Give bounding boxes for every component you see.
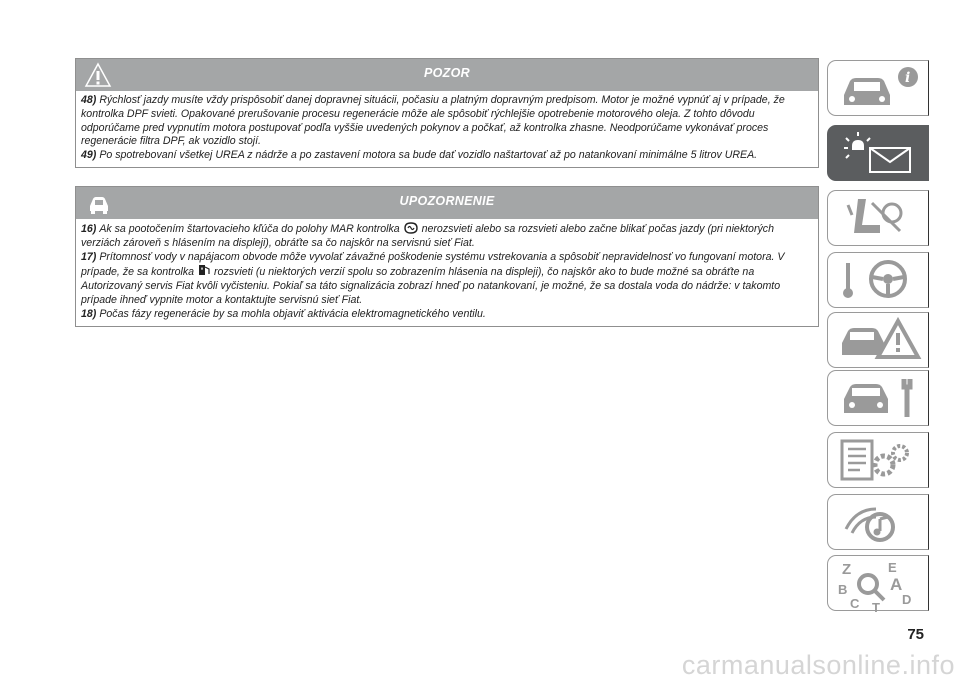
item-number: 49): [81, 149, 97, 162]
technical-data-gears-icon: [836, 437, 926, 483]
item-text: Rýchlosť jazdy musíte vždy prispôsobiť danej dopravnej situácii, počasiu a platným dopravným predpisom. Motor je možné vypnúť aj v prípade, že kontrolka DPF svieti. Opakované prerušovanie procesu regenerácie môže ale spôsobiť rýchlejšie opotrebenie motorového oleja. Z tohto dôvodu odporúčame pred vypnutím motora postupovať podľa vyššie uvedených pokynov a počkať, až kontrolka zhasne. Neodporúčame vykonávať proces regenerácie filtra DPF, ak vozidlo stojí.: [81, 94, 785, 148]
item-text: Ak sa pootočením štartovacieho kľúča do polohy MAR kontrolka: [99, 223, 400, 235]
svg-text:D: D: [902, 592, 912, 607]
multimedia-music-icon: [836, 499, 926, 545]
note-item-17: [81, 251, 813, 308]
warning-box: [75, 58, 819, 168]
note-box-header: [76, 187, 818, 219]
item-text: Po spotrebovaní všetkej UREA z nádrže a po zastavení motora sa bude dať vozidlo naštartovať až po natankovaní minimálne 5 litrov UREA.: [99, 149, 758, 162]
item-number: 18): [81, 307, 97, 320]
note-box: [75, 186, 819, 327]
tab-warning-lights[interactable]: [827, 125, 929, 181]
water-in-fuel-icon: [197, 264, 211, 277]
warning-box-title: POZOR: [424, 66, 470, 80]
tab-multimedia[interactable]: [827, 494, 929, 550]
svg-text:T: T: [872, 600, 880, 614]
tab-safety[interactable]: [827, 190, 929, 246]
page-number: 75: [907, 626, 924, 643]
svg-text:C: C: [850, 596, 860, 611]
item-number: 16): [81, 223, 97, 235]
tab-technical-data[interactable]: [827, 432, 929, 488]
seat-airbag-icon: [836, 195, 926, 241]
warning-light-message-icon: [836, 130, 926, 176]
note-item-18: [81, 308, 813, 322]
svg-text:Z: Z: [842, 561, 852, 578]
note-box-title: UPOZORNENIE: [399, 194, 495, 208]
tab-maintenance[interactable]: [827, 370, 929, 426]
item-text: Prítomnosť vody v napájacom obvode môže vyvolať závažné poškodenie systému vstrekovania a spôsobiť nepravidelnosť vo fungovaní motora. V prípade, že sa kontrolka: [81, 250, 785, 279]
svg-text:i: i: [905, 70, 911, 86]
item-text: nerozsvieti alebo sa rozsvieti alebo začne blikať počas jazdy (pri niektorých verziách zároveň s hlásením na displeji), obráťte sa čo najskôr na servisnú sieť Fiat.: [81, 223, 774, 249]
tab-emergency[interactable]: [827, 312, 929, 368]
svg-text:A: A: [890, 575, 903, 594]
warning-box-header: [76, 59, 818, 91]
svg-text:B: B: [838, 582, 848, 597]
item-text: rozsvieti (u niektorých verzií spolu so zobrazením hlásenia na displeji), čo najskôr ako to bude možné sa obráťte na Autorizovaný servis Fiat kvôli vyčisteniu. Pokiaľ sa táto signalizácia zobrazí hneď po natankovaní, je možné, že sa dostala voda do nádrže: v takomto prípade ihneď vypnite motor a kontaktujte servisnú sieť Fiat.: [81, 266, 781, 306]
tab-starting-driving[interactable]: [827, 252, 929, 308]
key-steering-wheel-icon: [836, 257, 926, 303]
svg-text:E: E: [888, 560, 897, 575]
tab-index[interactable]: [827, 555, 929, 614]
item-text: Počas fázy regenerácie by sa mohla objaviť aktivácia elektromagnetického ventilu.: [99, 307, 486, 320]
car-emergency-triangle-icon: [836, 317, 926, 363]
preheating-coil-icon: [403, 222, 419, 234]
watermark: carmanualsonline.info: [681, 650, 955, 680]
tab-car-info[interactable]: [827, 60, 929, 116]
item-number: 48): [81, 94, 97, 106]
warning-item: [81, 149, 813, 163]
note-item-16: [81, 222, 813, 251]
car-maintenance-wrench-icon: [836, 375, 926, 421]
item-number: 17): [81, 250, 97, 263]
car-info-icon: [836, 65, 926, 111]
index-alphabet-icon: [836, 560, 926, 614]
warning-item: [81, 94, 813, 149]
